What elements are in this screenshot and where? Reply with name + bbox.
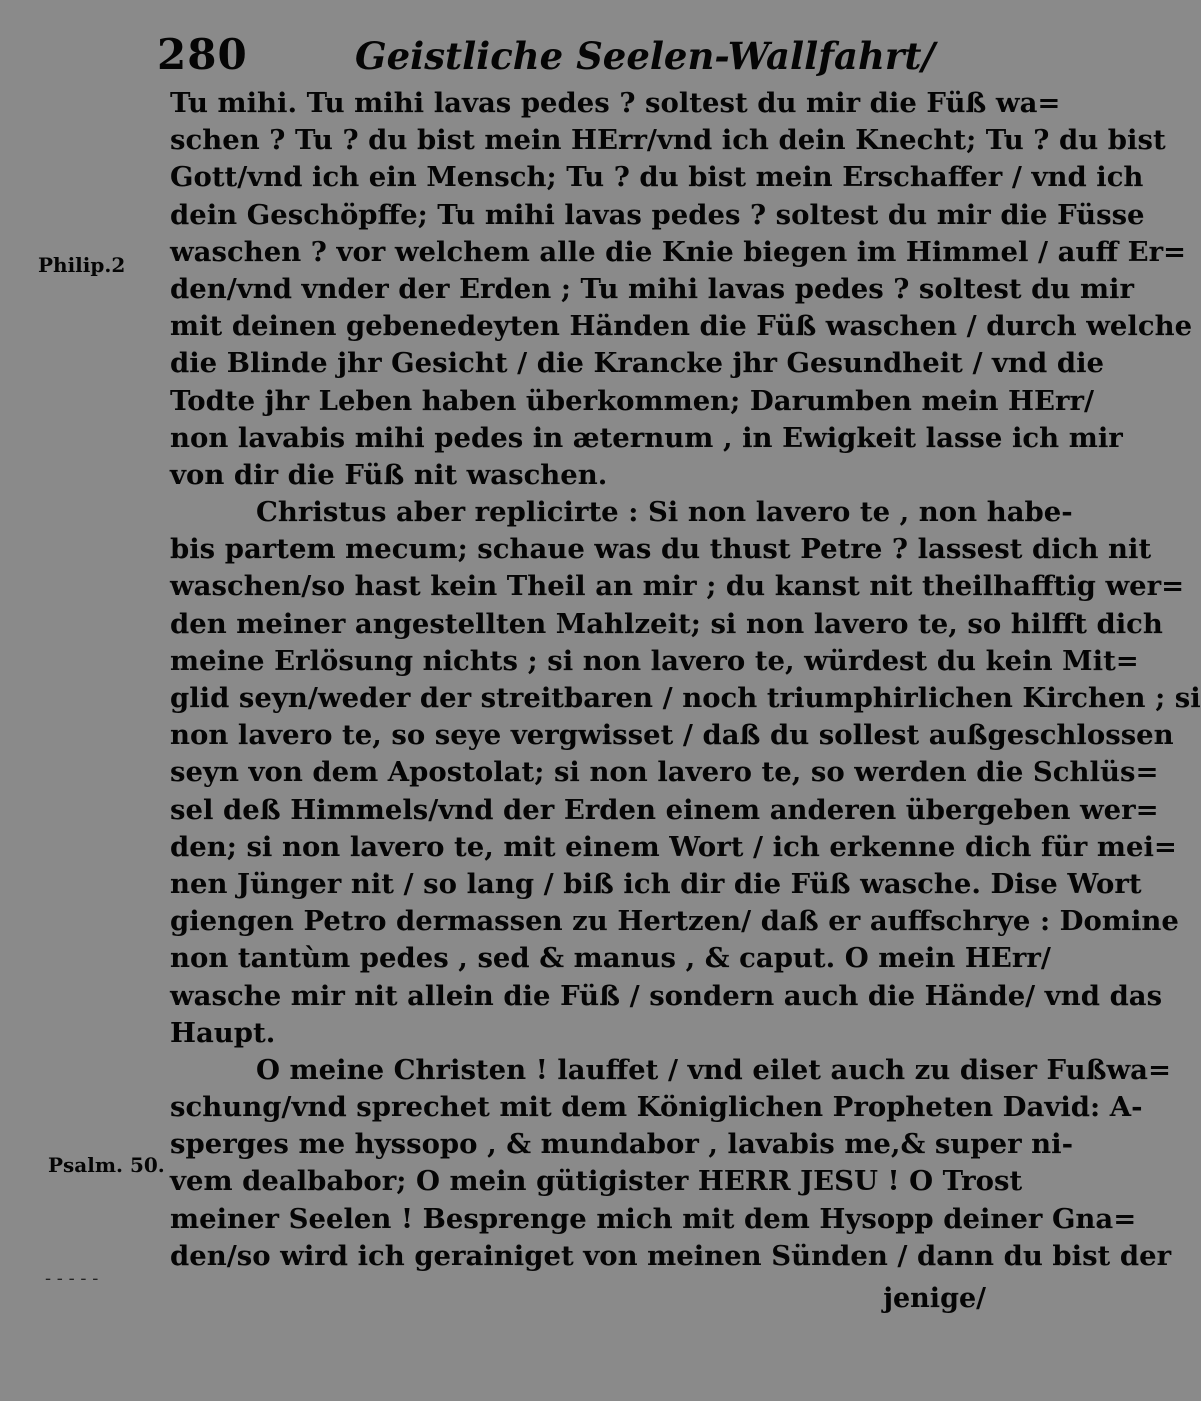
text-line: den; si non lavero te, mit einem Wort / ich erkenne dich für mei=: [170, 830, 1177, 863]
catchword: jenige/: [883, 1283, 986, 1314]
text-line: meiner Seelen ! Besprenge mich mit dem Hysopp deiner Gna=: [170, 1202, 1137, 1235]
text-line: glid seyn/weder der streitbaren / noch triumphirlichen Kirchen ; si: [170, 682, 1201, 714]
text-line: vem dealbabor; O mein gütigister HERR JESU ! O Trost: [170, 1165, 1023, 1198]
text-line: waschen/so hast kein Theil an mir ; du kanst nit theilhafftig wer=: [170, 570, 1185, 603]
text-line-paragraph-end: Haupt.: [170, 1016, 276, 1049]
text-line: non lavabis mihi pedes in æternum , in Ewigkeit lasse ich mir: [170, 421, 1123, 454]
text-line: seyn von dem Apostolat; si non lavero te, so werden die Schlüs=: [170, 756, 1159, 789]
text-line: meine Erlösung nichts ; si non lavero te, würdest du kein Mit=: [170, 644, 1139, 677]
body-text: [170, 85, 1201, 1275]
text-line: waschen ? vor welchem alle die Knie biegen im Himmel / auff Er=: [170, 235, 1187, 268]
text-line: sperges me hyssopo , & mundabor , lavabis me,& super ni-: [170, 1128, 1074, 1161]
text-line-paragraph-start: O meine Christen ! lauffet / vnd eilet auch zu diser Fußwa=: [256, 1053, 1171, 1086]
ink-speck: - - - - -: [45, 1268, 99, 1289]
page-number: 280: [157, 30, 248, 79]
text-line: die Blinde jhr Gesicht / die Krancke jhr Gesundheit / vnd die: [170, 347, 1105, 380]
text-line: bis partem mecum; schaue was du thust Petre ? lassest dich nit: [170, 533, 1152, 566]
text-line: den meiner angestellten Mahlzeit; si non lavero te, so hilfft dich: [170, 607, 1163, 640]
text-line: sel deß Himmels/vnd der Erden einem anderen übergeben wer=: [170, 793, 1159, 826]
text-line: Todte jhr Leben haben überkommen; Darumben mein HErr/: [170, 384, 1095, 417]
text-line: non lavero te, so seye vergwisset / daß du sollest außgeschlossen: [170, 719, 1174, 752]
text-line-paragraph-start: Christus aber replicirte : Si non lavero te , non habe-: [256, 496, 1073, 529]
text-line: non tantùm pedes , sed & manus , & caput. O mein HErr/: [170, 942, 1051, 975]
text-line: dein Geschöpffe; Tu mihi lavas pedes ? soltest du mir die Füsse: [170, 198, 1145, 231]
margin-reference-philippians: Philip.2: [38, 253, 126, 277]
text-line: Gott/vnd ich ein Mensch; Tu ? du bist mein Erschaffer / vnd ich: [170, 161, 1144, 194]
text-line: giengen Petro dermassen zu Hertzen/ daß er auffschrye : Domine: [170, 905, 1179, 938]
text-line: schung/vnd sprechet mit dem Königlichen Propheten David: A-: [170, 1091, 1143, 1124]
text-line-paragraph-end: von dir die Füß nit waschen.: [170, 458, 608, 491]
text-line: schen ? Tu ? du bist mein HErr/vnd ich dein Knecht; Tu ? du bist: [170, 124, 1166, 157]
text-line: den/vnd vnder der Erden ; Tu mihi lavas pedes ? soltest du mir: [170, 272, 1134, 305]
text-line: nen Jünger nit / so lang / biß ich dir die Füß wasche. Dise Wort: [170, 867, 1142, 900]
margin-reference-psalm: Psalm. 50.: [48, 1153, 165, 1177]
running-title: Geistliche Seelen-Wallfahrt/: [355, 34, 936, 78]
text-line: wasche mir nit allein die Füß / sondern auch die Hände/ vnd das: [170, 979, 1163, 1012]
text-line: mit deinen gebenedeyten Händen die Füß waschen / durch welche: [170, 310, 1193, 343]
text-line: den/so wird ich gerainiget von meinen Sünden / dann du bist der: [170, 1239, 1172, 1272]
text-line: Tu mihi. Tu mihi lavas pedes ? soltest du mir die Füß wa=: [170, 87, 1061, 119]
page-header: [0, 30, 1000, 85]
